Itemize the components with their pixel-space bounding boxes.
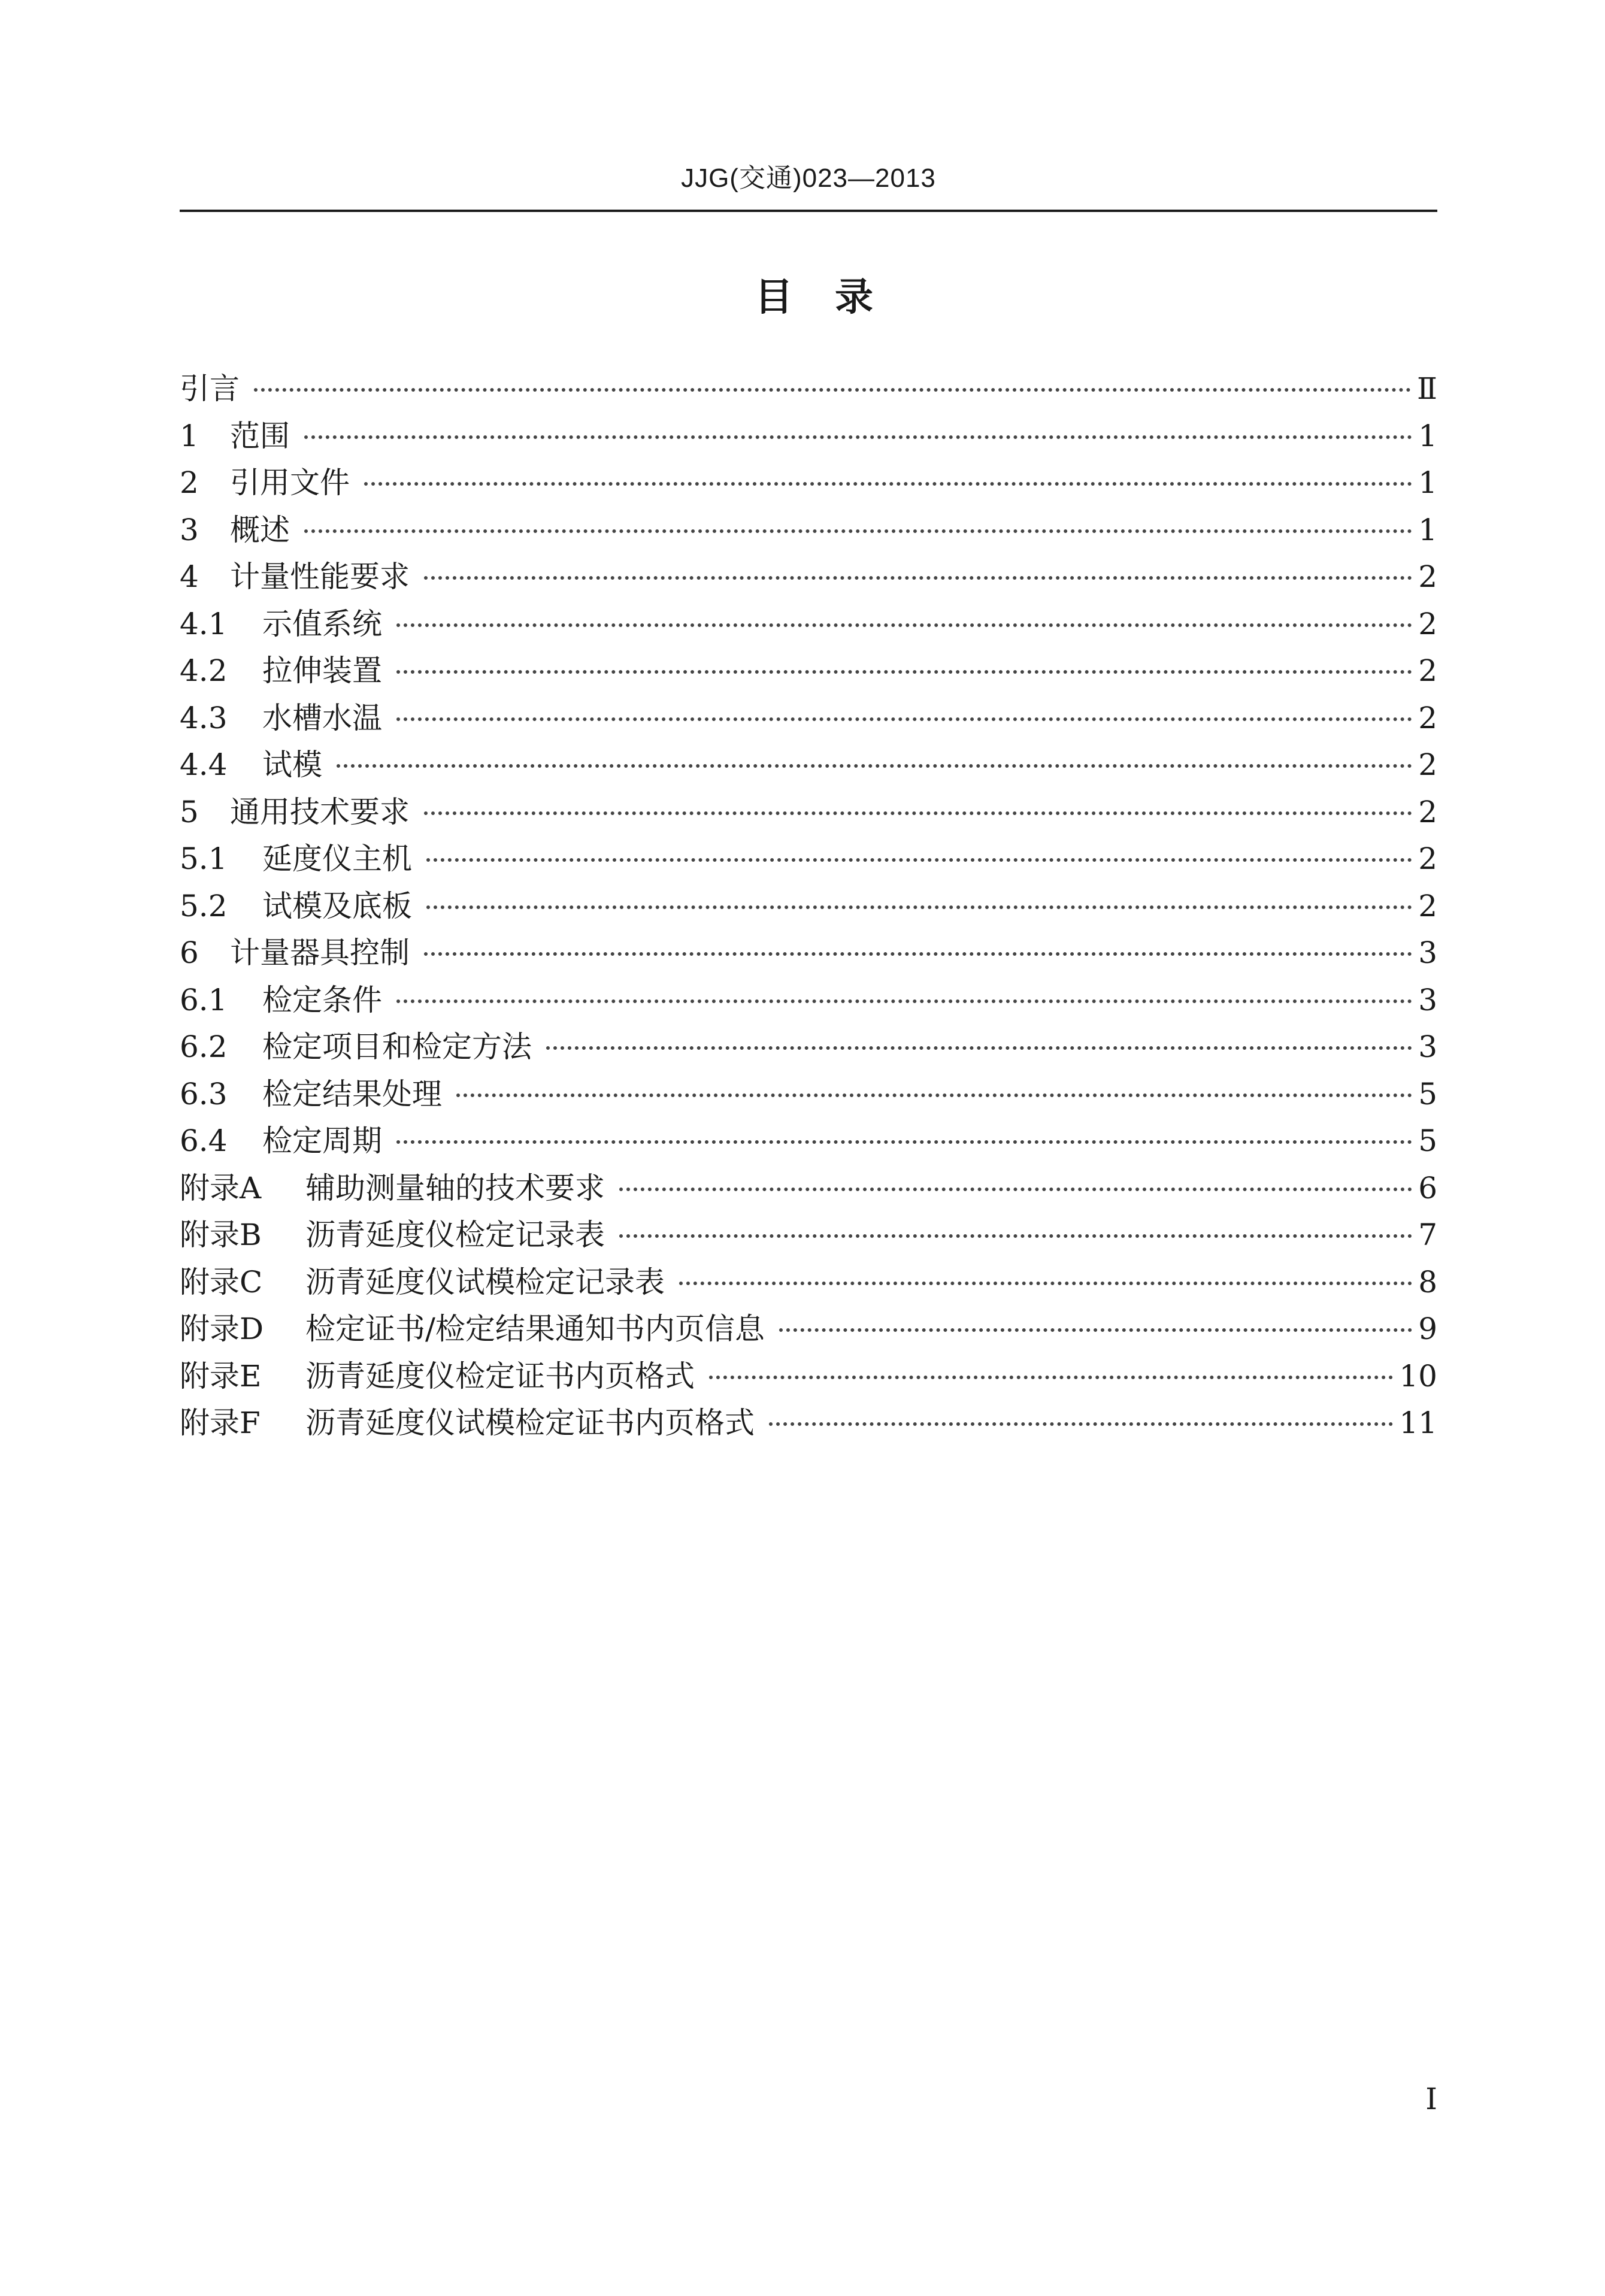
toc-entry-title: 检定周期 xyxy=(262,1123,382,1158)
toc-entry-page: 1 xyxy=(1418,512,1437,547)
toc-entry-page: 3 xyxy=(1418,982,1437,1017)
dot-leader xyxy=(619,1188,1412,1191)
page-number: I xyxy=(1425,2082,1437,2116)
toc-entry-label xyxy=(180,1400,755,1447)
toc-entry-number: 附录A xyxy=(180,1170,262,1205)
toc-entry-page: 3 xyxy=(1418,1029,1437,1064)
dot-leader xyxy=(619,1234,1412,1238)
toc-entry-number: 5.1 xyxy=(180,841,228,876)
toc-entry-page: 2 xyxy=(1418,747,1437,782)
toc-entry-label xyxy=(180,929,410,977)
dot-leader xyxy=(396,670,1412,674)
dot-leader xyxy=(396,717,1412,721)
toc-entry[interactable] xyxy=(180,1023,1437,1071)
toc-entry-page: 2 xyxy=(1418,606,1437,641)
toc-entry-label xyxy=(180,459,350,507)
toc-entry[interactable] xyxy=(180,413,1437,460)
dot-leader xyxy=(424,952,1412,956)
toc-entry-title: 沥青延度仪检定记录表 xyxy=(305,1217,605,1252)
toc-entry-label xyxy=(180,1071,442,1118)
toc-entry-page: 2 xyxy=(1418,794,1437,829)
toc-entry-number: 4 xyxy=(180,559,199,594)
toc-entry-number: 4.2 xyxy=(180,653,228,688)
toc-entry[interactable] xyxy=(180,553,1437,601)
toc-entry-page: 7 xyxy=(1418,1217,1437,1252)
toc-entry-page: 3 xyxy=(1418,935,1437,970)
toc-entry-title: 示值系统 xyxy=(262,606,382,641)
toc-entry-number: 5.2 xyxy=(180,888,228,923)
toc-entry-label xyxy=(180,507,290,554)
dot-leader xyxy=(424,811,1412,815)
toc-entry-label xyxy=(180,553,410,601)
toc-entry-page: 6 xyxy=(1418,1170,1437,1205)
toc-entry[interactable] xyxy=(180,695,1437,742)
toc-entry-title: 沥青延度仪检定证书内页格式 xyxy=(305,1358,695,1394)
toc-entry-number: 2 xyxy=(180,465,199,500)
toc-entry-page: 2 xyxy=(1418,841,1437,876)
toc-entry-label xyxy=(180,365,240,413)
toc-entry-page: Ⅱ xyxy=(1417,371,1437,406)
toc-entry-number: 3 xyxy=(180,512,199,547)
table-of-contents xyxy=(180,365,1437,1447)
toc-entry-label xyxy=(180,835,412,883)
toc-entry-label xyxy=(180,883,412,930)
dot-leader xyxy=(546,1046,1412,1050)
dot-leader xyxy=(709,1376,1393,1379)
toc-entry-title: 延度仪主机 xyxy=(262,841,412,876)
toc-entry[interactable] xyxy=(180,647,1437,695)
toc-entry-number: 4.1 xyxy=(180,606,228,641)
toc-entry-number: 附录E xyxy=(180,1358,262,1394)
toc-entry[interactable] xyxy=(180,1165,1437,1212)
toc-entry-label xyxy=(180,1305,765,1353)
toc-entry[interactable] xyxy=(180,1353,1437,1400)
toc-entry-page: 2 xyxy=(1418,888,1437,923)
dot-leader xyxy=(769,1422,1393,1426)
dot-leader xyxy=(337,764,1412,768)
toc-entry-title: 检定证书/检定结果通知书内页信息 xyxy=(305,1311,765,1346)
dot-leader xyxy=(779,1328,1412,1332)
toc-entry-title: 水槽水温 xyxy=(262,700,382,735)
dot-leader xyxy=(456,1094,1412,1097)
toc-entry-page: 11 xyxy=(1399,1406,1437,1440)
toc-entry-page: 1 xyxy=(1418,418,1437,453)
dot-leader xyxy=(426,905,1412,909)
toc-entry-title: 计量器具控制 xyxy=(230,935,410,970)
toc-entry[interactable] xyxy=(180,835,1437,883)
toc-entry-title: 通用技术要求 xyxy=(230,794,410,829)
toc-entry-label xyxy=(180,647,382,695)
toc-entry-label xyxy=(180,1353,695,1400)
toc-entry-title: 计量性能要求 xyxy=(230,559,410,594)
toc-entry-label xyxy=(180,741,322,789)
toc-entry-page: 2 xyxy=(1418,653,1437,688)
toc-entry-number: 6.2 xyxy=(180,1029,228,1064)
toc-entry-number: 附录D xyxy=(180,1311,264,1346)
toc-entry-number: 附录B xyxy=(180,1217,262,1252)
toc-entry[interactable] xyxy=(180,1211,1437,1259)
header-rule xyxy=(180,210,1437,212)
toc-entry[interactable] xyxy=(180,507,1437,554)
toc-entry[interactable] xyxy=(180,1400,1437,1447)
toc-entry-label xyxy=(180,601,382,648)
dot-leader xyxy=(424,576,1412,580)
toc-entry-label xyxy=(180,1023,532,1071)
toc-entry-number: 6.4 xyxy=(180,1123,228,1158)
toc-entry-number: 6.1 xyxy=(180,982,228,1017)
toc-entry[interactable] xyxy=(180,459,1437,507)
toc-entry-label xyxy=(180,413,290,460)
toc-entry-label xyxy=(180,1117,382,1165)
toc-entry-title: 拉伸装置 xyxy=(262,653,382,688)
toc-entry-number: 4.3 xyxy=(180,700,228,735)
toc-entry-number: 4.4 xyxy=(180,747,228,782)
dot-leader xyxy=(679,1282,1412,1285)
toc-entry-title: 检定条件 xyxy=(262,982,382,1017)
dot-leader xyxy=(254,388,1411,392)
toc-entry-label xyxy=(180,695,382,742)
toc-entry-number: 附录F xyxy=(180,1406,261,1440)
toc-entry[interactable] xyxy=(180,1305,1437,1353)
dot-leader xyxy=(396,623,1412,627)
toc-entry[interactable] xyxy=(180,1117,1437,1165)
toc-entry[interactable] xyxy=(180,883,1437,930)
toc-entry[interactable] xyxy=(180,1259,1437,1306)
toc-entry-page: 2 xyxy=(1418,700,1437,735)
toc-entry-page: 1 xyxy=(1418,465,1437,500)
toc-entry-page: 8 xyxy=(1418,1264,1437,1300)
toc-entry-title: 范围 xyxy=(230,418,290,453)
standard-code: JJG(交通)023—2013 xyxy=(681,163,936,193)
toc-entry-page: 10 xyxy=(1399,1358,1437,1394)
toc-entry-title: 引用文件 xyxy=(230,465,350,500)
dot-leader xyxy=(396,999,1412,1003)
dot-leader xyxy=(304,529,1412,533)
toc-entry-label xyxy=(180,1211,605,1259)
toc-entry-page: 9 xyxy=(1418,1311,1437,1346)
toc-entry-number: 6 xyxy=(180,935,199,970)
toc-entry[interactable] xyxy=(180,365,1437,413)
toc-entry[interactable] xyxy=(180,741,1437,789)
dot-leader xyxy=(426,858,1412,862)
toc-entry-title: 试模及底板 xyxy=(262,888,412,923)
toc-entry[interactable] xyxy=(180,601,1437,648)
dot-leader xyxy=(364,482,1412,486)
toc-entry-page: 5 xyxy=(1418,1123,1437,1158)
toc-entry-number: 附录C xyxy=(180,1264,263,1300)
dot-leader xyxy=(396,1140,1412,1144)
toc-entry-label xyxy=(180,1259,665,1306)
toc-entry-title: 试模 xyxy=(262,747,322,782)
toc-entry[interactable] xyxy=(180,1071,1437,1118)
toc-entry-page: 5 xyxy=(1418,1076,1437,1111)
toc-entry[interactable] xyxy=(180,977,1437,1024)
toc-entry-title: 概述 xyxy=(230,512,290,547)
toc-entry-title: 检定结果处理 xyxy=(262,1076,442,1111)
toc-entry-title: 沥青延度仪试模检定记录表 xyxy=(305,1264,665,1300)
toc-entry-number: 1 xyxy=(180,418,199,453)
toc-entry-title: 辅助测量轴的技术要求 xyxy=(305,1170,605,1205)
toc-entry[interactable] xyxy=(180,789,1437,836)
dot-leader xyxy=(304,435,1412,439)
toc-entry-title: 引言 xyxy=(180,371,240,406)
toc-entry-page: 2 xyxy=(1418,559,1437,594)
toc-entry-label xyxy=(180,977,382,1024)
toc-entry-number: 5 xyxy=(180,794,199,829)
toc-entry-title: 检定项目和检定方法 xyxy=(262,1029,532,1064)
toc-title: 目录 xyxy=(755,275,915,320)
toc-entry-title: 沥青延度仪试模检定证书内页格式 xyxy=(305,1406,755,1440)
toc-entry-label xyxy=(180,1165,605,1212)
toc-entry-number: 6.3 xyxy=(180,1076,228,1111)
toc-entry-label xyxy=(180,789,410,836)
toc-entry[interactable] xyxy=(180,929,1437,977)
